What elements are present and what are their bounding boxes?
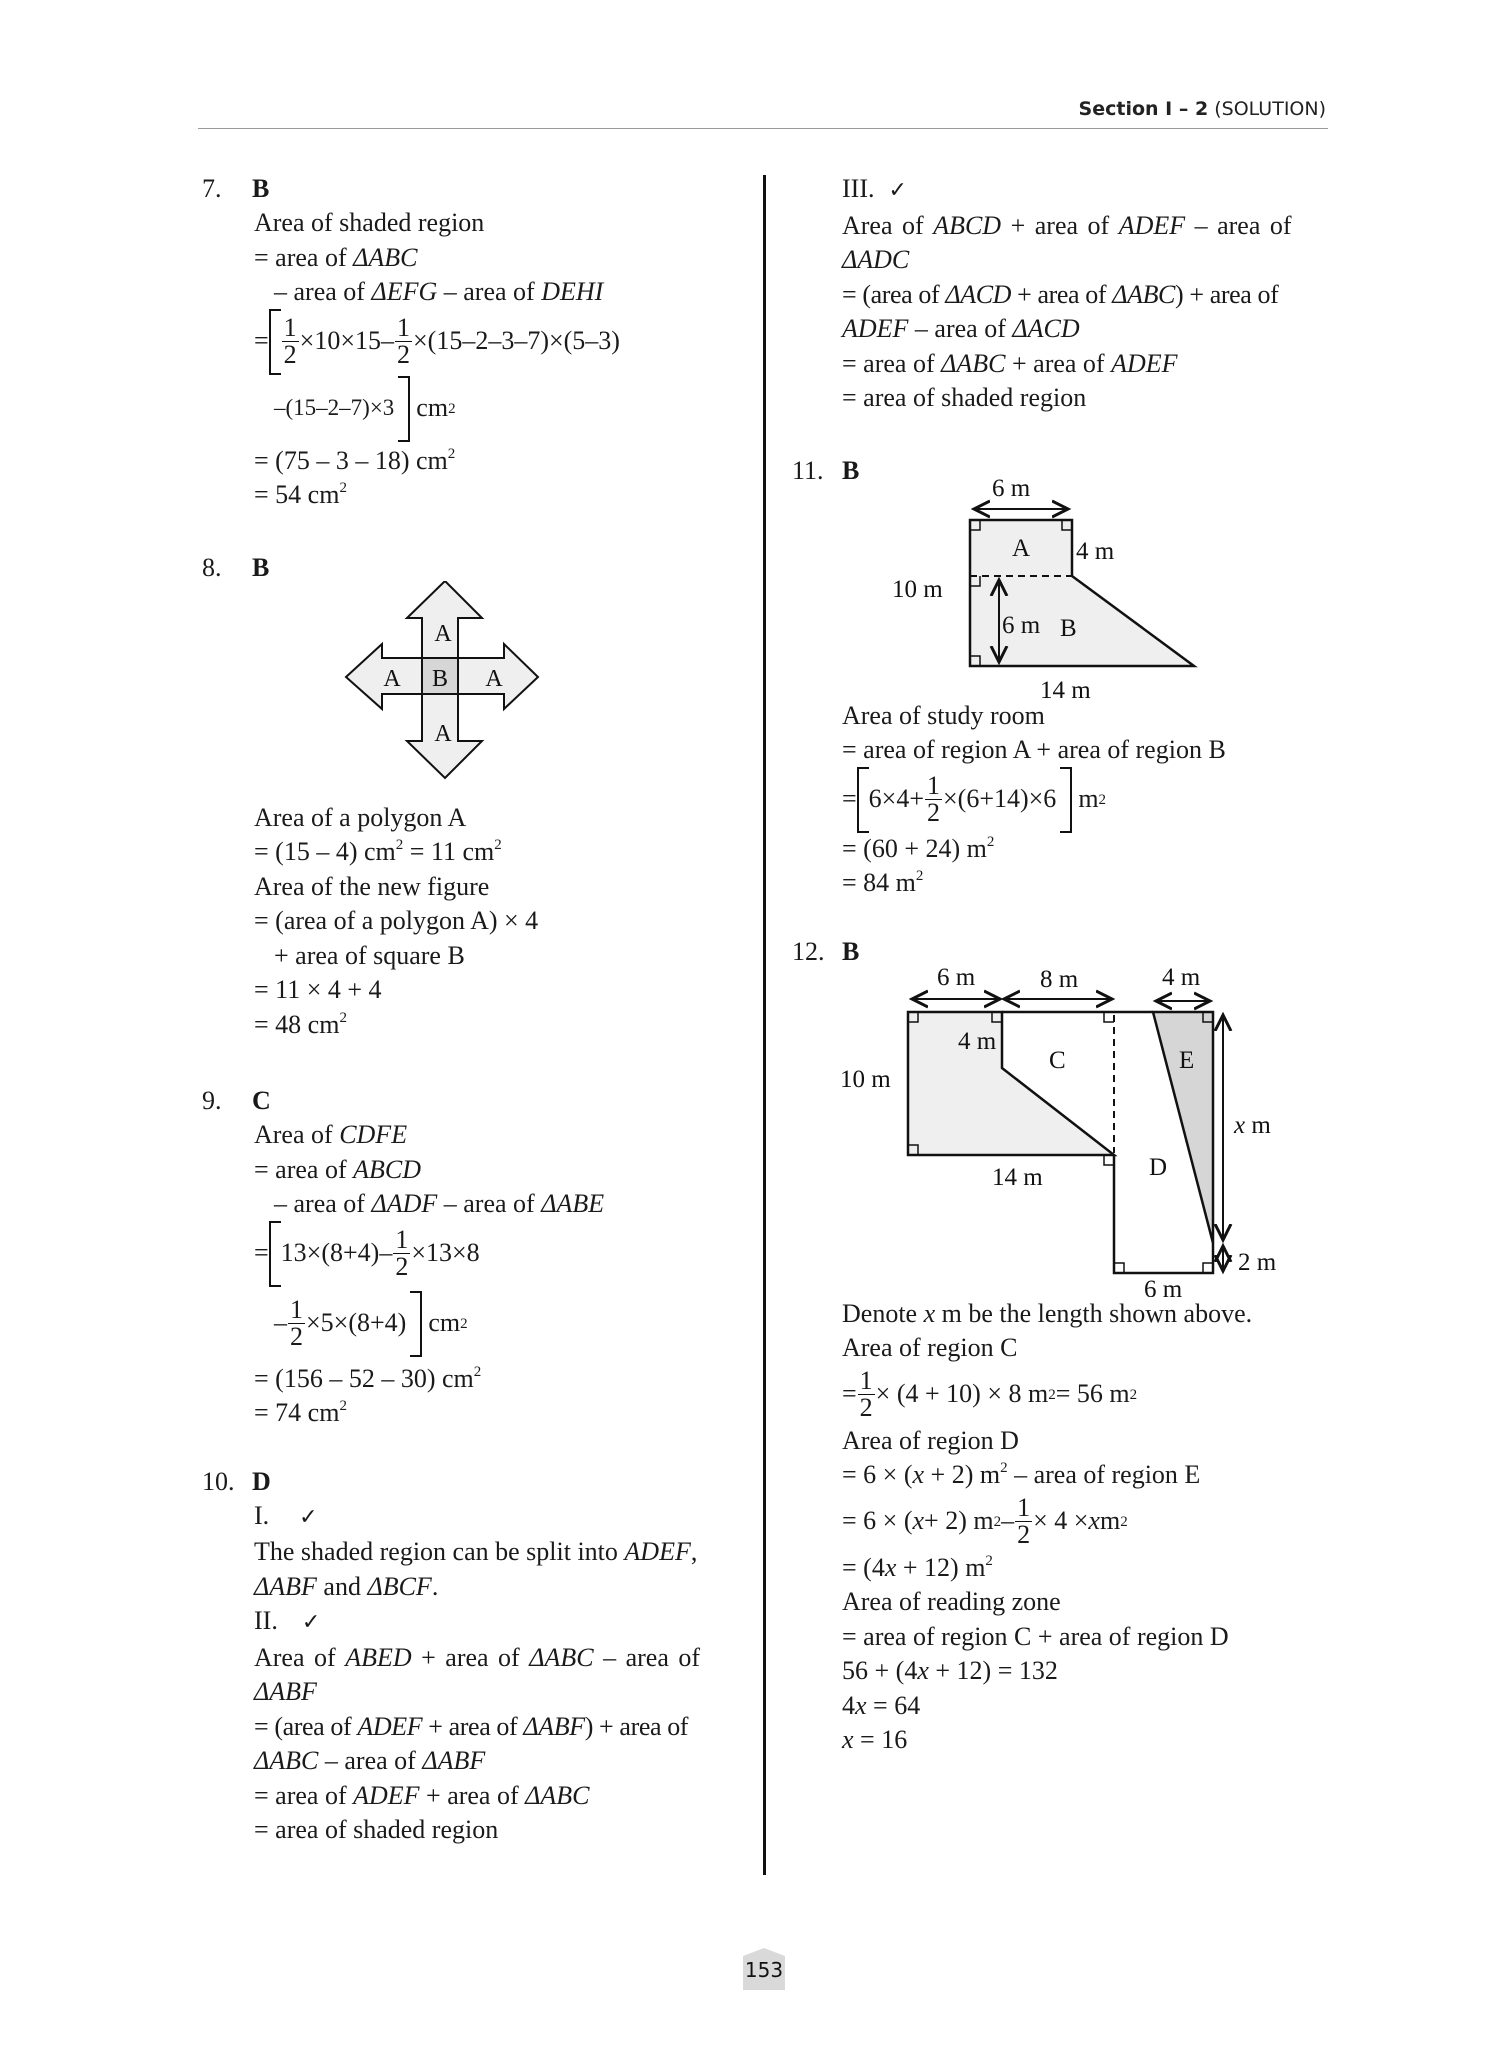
cross-arrow-figure (202, 551, 742, 801)
left-bracket (269, 1221, 281, 1287)
question-number: 8. (202, 552, 222, 582)
text-line: = 6 × (x + 2) $m^2$ – area of region E (842, 1460, 1201, 1489)
text-line: = area of ADEF + area of ΔABC (254, 1780, 590, 1810)
text-line: = area of ΔABC + area of ADEF (842, 348, 1178, 378)
math-line: = $\frac{1}{2}$ ×10×15– $\frac{1}{2}$ ×(15–2–3–7)×(5–3) (254, 310, 742, 374)
label-a-bottom: A (434, 720, 452, 747)
text-line: ΔABF (254, 1677, 317, 1706)
fraction-half: $\frac{1}{2}$ (859, 1366, 873, 1422)
question-10 (202, 1465, 742, 1848)
shaded-region (908, 1012, 1114, 1155)
column-divider (763, 175, 766, 1875)
dim-6m-top: 6 m (937, 963, 976, 991)
question-7 (202, 172, 742, 513)
text-line: 56 + (4x + 12) = 132 (842, 1656, 1058, 1685)
text-line: = area of region A + area of region B (842, 735, 1226, 764)
label-b: B (431, 665, 449, 692)
text-line: ADEF – area of ΔACD (842, 314, 1080, 343)
dim-4m-inner: 4 m (958, 1027, 997, 1055)
text-line: = (area of ΔACD + area of ΔABC) + area of (842, 279, 1279, 309)
text-line: = area of ABCD (254, 1154, 421, 1184)
fraction-half: $\frac{1}{2}$ (283, 313, 297, 369)
text-line: = (area of ADEF + area of ΔABF) + area of (254, 1711, 689, 1741)
fraction-half: $\frac{1}{2}$ (397, 313, 410, 369)
question-10-continued (812, 172, 1332, 416)
text-line: = 54 $cm^2$ (254, 480, 347, 509)
text-line: = area of region C + area of region D (842, 1621, 1229, 1651)
text-line: = 84 $m^2$ (842, 868, 924, 897)
text-line: = (156 – 52 – 30) $cm^2$ (254, 1363, 482, 1393)
text-line: ΔADC (842, 245, 910, 274)
label-a-right: A (485, 665, 503, 692)
math-line: – $\frac{1}{2}$ ×5×(8+4) cm 2 (254, 1286, 742, 1362)
dim-right: 4 m (1076, 537, 1115, 565)
dim-2m: 2 m (1238, 1248, 1277, 1276)
question-12 (792, 935, 1332, 1758)
text-line: Area of ABCD + area of ADEF – area of (842, 210, 1292, 240)
fraction-half: $\frac{1}{2}$ (927, 771, 940, 827)
answer-letter: C (252, 1086, 271, 1115)
text-line: – area of ΔADF – area of ΔABE (274, 1189, 605, 1218)
fraction-half: $\frac{1}{2}$ (395, 1225, 409, 1281)
text-line: Area of shaded region (254, 208, 485, 237)
question-number: 10. (202, 1466, 235, 1496)
answer-letter: B (842, 455, 860, 485)
answer-letter: B (252, 174, 270, 203)
dim-inner: 6 m (1002, 611, 1041, 639)
dim-4m-top: 4 m (1162, 963, 1201, 991)
check-icon: ✓ (888, 178, 907, 203)
label-a-top: A (434, 620, 452, 647)
text-line: Area of ABED + area of ΔABC – area of (254, 1642, 701, 1672)
text-line: The shaded region can be split into ADEF, (254, 1537, 698, 1566)
region-a-label: A (1012, 534, 1031, 562)
region-c-label: C (1049, 1046, 1066, 1074)
text-line: Area of reading zone (842, 1587, 1061, 1616)
dim-left: 10 m (892, 575, 943, 603)
study-room-figure (812, 454, 1332, 704)
region-b-label: B (1060, 614, 1077, 642)
right-bracket (398, 376, 410, 442)
left-bracket (269, 309, 281, 375)
solution-label: (SOLUTION) (1214, 98, 1326, 120)
math-line: = $\frac{1}{2}$ × (4 + 10) × 8 m 2 = 56 m 2 (842, 1366, 1138, 1422)
text-line: = 11 × 4 + 4 (254, 975, 382, 1004)
question-number: 9. (202, 1086, 222, 1115)
question-number: 12. (792, 936, 825, 966)
dim-bottom: 14 m (1040, 676, 1091, 704)
dim-top: 6 m (992, 475, 1031, 502)
dim-6m-bottom: 6 m (1144, 1275, 1183, 1297)
section-title (1079, 98, 1326, 120)
math-line: = 6×4+ $\frac{1}{2}$ ×(6+14)×6 m 2 (842, 768, 1332, 832)
math-line: = 6 × ( x + 2) m 2 – $\frac{1}{2}$ × 4 × x m 2 (842, 1493, 1128, 1549)
text-line: = (60 + 24) $m^2$ (842, 833, 995, 863)
section-label: Section I – 2 (1078, 98, 1209, 120)
left-bracket (857, 767, 869, 833)
text-line: + area of square B (274, 940, 465, 970)
question-9 (202, 1084, 742, 1431)
region-d-label: D (1149, 1153, 1168, 1181)
dim-14m: 14 m (992, 1163, 1043, 1191)
answer-letter: D (252, 1466, 271, 1496)
fraction-half: $\frac{1}{2}$ (1017, 1493, 1031, 1549)
answer-letter: B (252, 552, 270, 582)
statement-3-label: III. ✓ (842, 174, 907, 203)
right-bracket (410, 1291, 422, 1357)
text-line: 4x = 64 (842, 1690, 921, 1720)
text-line: = (4x + 12) $m^2$ (842, 1552, 993, 1582)
text-line: – area of ΔEFG – area of DEHI (274, 277, 604, 306)
text-line: = 48 $cm^2$ (254, 1009, 347, 1039)
text-line: Area of the new figure (254, 871, 490, 901)
math-line: = 13×(8+4)– $\frac{1}{2}$ ×13×8 (254, 1222, 742, 1286)
cross-arrow-diagram (342, 581, 562, 791)
text-line: = area of ΔABC (254, 242, 418, 272)
text-line: = 74 $cm^2$ (254, 1398, 347, 1427)
check-icon: ✓ (299, 1504, 318, 1530)
page-header (198, 98, 1328, 129)
text-line: = area of shaded region (842, 383, 1087, 412)
dim-x: x m (1234, 1111, 1271, 1139)
text-line: = (75 – 3 – 18) $cm^2$ (254, 445, 456, 475)
text-line: Area of study room (842, 700, 1045, 730)
text-line: Area of CDFE (254, 1120, 408, 1149)
label-a-left: A (383, 665, 401, 692)
study-room-diagram (892, 476, 1252, 716)
text-line: Denote x m be the length shown above. (842, 1298, 1253, 1328)
region-e-label: E (1179, 1046, 1195, 1074)
text-line: = (area of a polygon A) × 4 (254, 906, 539, 935)
text-line: x = 16 (842, 1725, 908, 1754)
right-bracket (1060, 767, 1072, 833)
left-column (202, 172, 742, 1848)
math-line: –(15–2–7)×3 cm 2 (254, 374, 742, 444)
right-column (792, 172, 1332, 1758)
question-number: 7. (202, 174, 222, 203)
text-line: ΔABF and ΔBCF. (254, 1571, 439, 1601)
fraction-half: $\frac{1}{2}$ (290, 1295, 303, 1351)
page-number: 153 (744, 1958, 784, 1982)
text-line: Area of a polygon A (254, 802, 467, 832)
text-line: Area of region C (842, 1333, 1018, 1362)
text-line: = area of shaded region (254, 1815, 499, 1844)
text-line: Area of region D (842, 1425, 1019, 1455)
reading-zone-diagram (822, 935, 1342, 1297)
dim-10m: 10 m (840, 1065, 891, 1093)
text-line: ΔABC – area of ΔABF (254, 1746, 486, 1775)
answer-letter: B (842, 936, 860, 966)
dim-8m-top: 8 m (1040, 965, 1079, 993)
reading-zone-figure (812, 935, 1332, 1297)
question-number: 11. (792, 455, 824, 485)
check-icon: ✓ (301, 1610, 321, 1635)
question-11 (792, 454, 1332, 901)
question-8 (202, 551, 742, 1043)
statement-2-label: II. ✓ (254, 1606, 321, 1635)
text-line: = (15 – 4) $cm^2 = 11$ $cm^2$ (254, 837, 502, 866)
statement-1-label: I. ✓ (254, 1500, 318, 1530)
